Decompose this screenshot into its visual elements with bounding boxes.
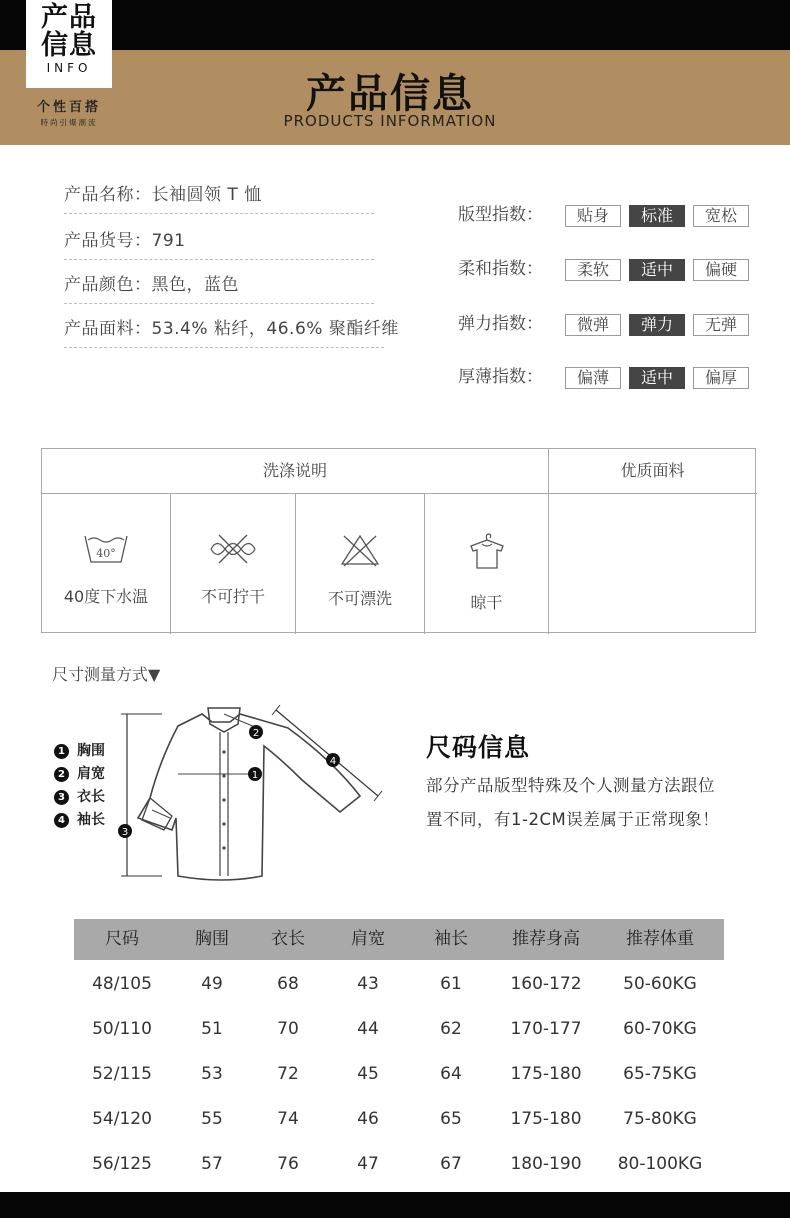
product-fabric-value: 53.4% 粘纤，46.6% 聚酯纤维 <box>151 319 399 339</box>
product-name-label: 产品名称： <box>64 185 152 205</box>
th-length: 衣长 <box>271 929 305 949</box>
cell-height: 170-177 <box>510 1019 582 1039</box>
wash-instructions-header: 洗涤说明 <box>262 461 327 480</box>
product-fabric-label: 产品面料： <box>64 319 152 339</box>
logo-line-1: 产品 <box>41 2 97 33</box>
cell-sleeve: 62 <box>440 1019 462 1039</box>
page-title: 产品信息 <box>306 71 474 117</box>
cell-weight: 75-80KG <box>623 1109 697 1129</box>
care-item-no-wring <box>171 494 295 633</box>
product-sku-value: 791 <box>151 231 186 251</box>
th-size: 尺码 <box>105 929 139 949</box>
fit-index-label: 版型指数： <box>458 205 543 225</box>
th-height: 推荐身高 <box>512 929 580 949</box>
legend-label: 胸围 <box>77 743 105 759</box>
fit-chip-2: 标准 <box>629 205 685 227</box>
cell-shoulder: 45 <box>357 1064 379 1084</box>
no-bleach-icon <box>338 532 382 568</box>
wash-40-icon <box>82 532 130 566</box>
measure-title: 尺寸测量方式▼ <box>52 665 161 684</box>
cell-shoulder: 46 <box>357 1109 379 1129</box>
header-top-bar <box>0 0 790 50</box>
care-label-wash: 40度下水温 <box>63 587 149 606</box>
cell-length: 68 <box>277 974 299 994</box>
cell-weight: 80-100KG <box>617 1154 703 1174</box>
product-name-value: 长袖圆领 T 恤 <box>151 185 262 205</box>
cell-chest: 51 <box>201 1019 223 1039</box>
legend-num: 3 <box>54 790 69 805</box>
softness-chip-3: 偏硬 <box>693 259 749 281</box>
softness-chip-2: 适中 <box>629 259 685 281</box>
elasticity-index-label: 弹力指数： <box>458 314 543 334</box>
cell-shoulder: 47 <box>357 1154 379 1174</box>
cell-sleeve: 65 <box>440 1109 462 1129</box>
product-sku-row <box>64 228 374 260</box>
info-logo <box>26 0 112 88</box>
product-name-row <box>64 182 374 214</box>
badge-chest: 1 <box>251 770 259 781</box>
badge-length: 3 <box>121 827 129 838</box>
care-label-hang-dry: 晾干 <box>470 593 503 612</box>
cell-sleeve: 61 <box>440 974 462 994</box>
product-sku-label: 产品货号： <box>64 231 152 251</box>
cell-length: 76 <box>277 1154 299 1174</box>
legend-item-shoulder <box>54 763 105 786</box>
elasticity-chip-3: 无弹 <box>693 314 749 336</box>
th-sleeve: 袖长 <box>434 929 468 949</box>
softness-index-label: 柔和指数： <box>458 259 543 279</box>
tagline <box>22 96 116 128</box>
th-shoulder: 肩宽 <box>351 929 385 949</box>
fit-chip-3: 宽松 <box>693 205 749 227</box>
legend-num: 1 <box>54 744 69 759</box>
care-item-no-bleach <box>296 494 424 633</box>
cell-size: 56/125 <box>92 1154 152 1174</box>
cell-sleeve: 67 <box>440 1154 462 1174</box>
measure-legend <box>54 740 105 832</box>
size-table-header <box>74 919 724 960</box>
care-label-no-wring: 不可拧干 <box>200 587 265 606</box>
legend-num: 4 <box>54 813 69 828</box>
cell-height: 175-180 <box>510 1109 582 1129</box>
cell-size: 52/115 <box>92 1064 152 1084</box>
tagline-main: 个性百搭 <box>36 100 101 115</box>
cell-chest: 49 <box>201 974 223 994</box>
elasticity-chip-1: 微弹 <box>565 314 621 336</box>
shirt-diagram <box>112 700 392 885</box>
fit-chip-1: 贴身 <box>565 205 621 227</box>
thickness-chip-2: 适中 <box>629 367 685 389</box>
care-label-no-bleach: 不可漂洗 <box>327 589 392 608</box>
th-weight: 推荐体重 <box>626 929 694 949</box>
th-chest: 胸围 <box>195 929 229 949</box>
wash-temp-text: 40° <box>96 547 116 560</box>
thickness-chip-3: 偏厚 <box>693 367 749 389</box>
badge-sleeve: 4 <box>329 756 337 767</box>
cell-chest: 55 <box>201 1109 223 1129</box>
elasticity-chip-2: 弹力 <box>629 314 685 336</box>
legend-item-sleeve <box>54 809 105 832</box>
thickness-chip-1: 偏薄 <box>565 367 621 389</box>
fabric-header: 优质面料 <box>620 461 685 480</box>
size-info-line-2: 置不同，有1-2CM误差属于正常现象！ <box>426 810 720 829</box>
cell-height: 180-190 <box>510 1154 582 1174</box>
size-info-title: 尺码信息 <box>426 733 531 762</box>
cell-size: 48/105 <box>92 974 152 994</box>
cell-weight: 65-75KG <box>623 1064 697 1084</box>
cell-height: 160-172 <box>510 974 582 994</box>
product-color-row <box>64 272 374 304</box>
cell-sleeve: 64 <box>440 1064 462 1084</box>
care-item-wash <box>42 494 170 633</box>
legend-label: 袖长 <box>77 812 105 828</box>
logo-line-2: 信息 <box>41 30 97 61</box>
product-fabric-row <box>64 316 399 348</box>
hang-dry-icon <box>465 532 509 572</box>
tagline-sub: 時尚引爆潮流 <box>40 118 98 127</box>
cell-height: 175-180 <box>510 1064 582 1084</box>
care-item-hang-dry <box>425 494 548 633</box>
legend-num: 2 <box>54 767 69 782</box>
size-info-line-1: 部分产品版型特殊及个人测量方法跟位 <box>426 776 715 795</box>
cell-weight: 60-70KG <box>623 1019 697 1039</box>
cell-length: 72 <box>277 1064 299 1084</box>
cell-chest: 53 <box>201 1064 223 1084</box>
softness-chip-1: 柔软 <box>565 259 621 281</box>
cell-size: 54/120 <box>92 1109 152 1129</box>
product-color-label: 产品颜色： <box>64 275 152 295</box>
cell-chest: 57 <box>201 1154 223 1174</box>
legend-item-length <box>54 786 105 809</box>
footer-bar <box>0 1192 790 1218</box>
page-subtitle: PRODUCTS INFORMATION <box>283 112 497 130</box>
thickness-index-label: 厚薄指数： <box>458 367 543 387</box>
logo-en: INFO <box>46 61 92 75</box>
badge-shoulder: 2 <box>252 728 260 739</box>
legend-label: 衣长 <box>77 789 105 805</box>
no-wring-icon <box>207 532 259 566</box>
product-color-value: 黑色，蓝色 <box>151 275 239 295</box>
cell-length: 70 <box>277 1019 299 1039</box>
care-table <box>41 448 756 633</box>
cell-size: 50/110 <box>92 1019 152 1039</box>
cell-shoulder: 43 <box>357 974 379 994</box>
legend-item-chest <box>54 740 105 763</box>
cell-shoulder: 44 <box>357 1019 379 1039</box>
cell-length: 74 <box>277 1109 299 1129</box>
legend-label: 肩宽 <box>77 766 105 782</box>
cell-weight: 50-60KG <box>623 974 697 994</box>
